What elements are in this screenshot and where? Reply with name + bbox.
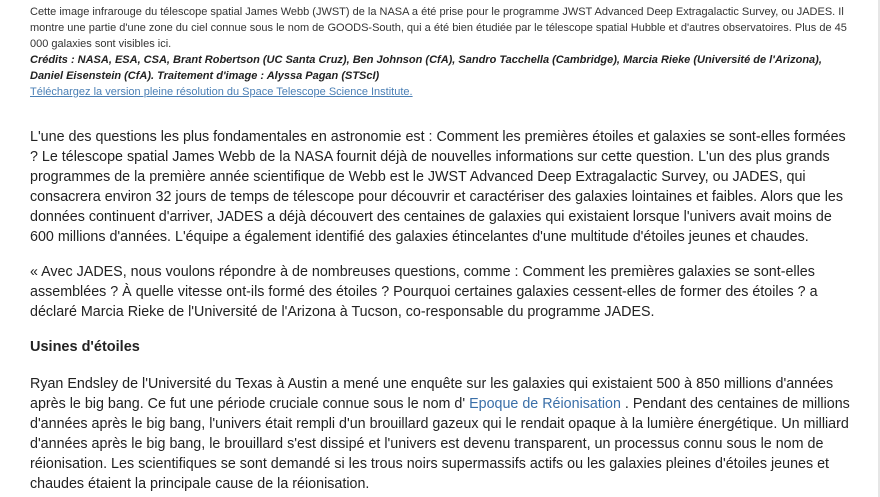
reionization-epoch-link[interactable]: Epoque de Réionisation [469, 396, 621, 412]
caption-credits: Crédits : NASA, ESA, CSA, Brant Robertson (UC Santa Cruz), Ben Johnson (CfA), Sandro Tacchella (Cambridge), Marcia Rieke (Université de l'Arizona), Daniel Eisenstein (CfA). Traitement d'image : Alyssa Pagan (STScI) [30, 54, 822, 82]
caption-text: Cette image infrarouge du télescope spatial James Webb (JWST) de la NASA a été prise pour le programme JWST Advanced Deep Extragalactic Survey, ou JADES. Il montre une partie d'une zone du ciel connue sous le nom de GOODS-South, qui a été bien étudiée par le télescope spatial Hubble et d'autres observatoires. Plus de 45 000 galaxies sont visibles ici. [30, 6, 847, 50]
paragraph-3-text-end: . Pendant des centaines de millions d'années après le big bang, l'univers était rempli d'un brouillard gazeux qui le rendait opaque à la lumière énergétique. Un milliard d'années après le big bang, le brouillard s'est dissipé et l'univers est devenu transparent, un processus connu sous le nom de réionisation. Les scientifiques se sont demandé si les trous noirs supermassifs actifs ou les galaxies pleines d'étoiles jeunes et chaudes étaient la principale cause de la réionisation. [30, 396, 850, 492]
download-full-resolution-link[interactable]: Téléchargez la version pleine résolution du Space Telescope Science Institute. [30, 86, 413, 98]
paragraph-3-text-start: Ryan Endsley de l'Université du Texas à Austin a mené une enquête sur les galaxies qui existaient 500 à 850 millions d'années après le big bang. Ce fut une période cruciale connue sous le nom d' [30, 376, 834, 412]
article-paragraph-2: « Avec JADES, nous voulons répondre à de nombreuses questions, comme : Comment les premières galaxies se sont-elles assemblées ? À quelle vitesse ont-ils formé des étoiles ? Pourquoi certaines galaxies cessent-elles de former des étoiles ? a déclaré Marcia Rieke de l'Université de l'Arizona à Tucson, co-responsable du programme JADES. [30, 264, 818, 320]
image-caption [30, 0, 855, 100]
section-heading: Usines d'étoiles [30, 339, 140, 355]
article-body [30, 127, 850, 494]
article-paragraph-3 [30, 374, 850, 494]
article-paragraph-1: L'une des questions les plus fondamentales en astronomie est : Comment les premières étoiles et galaxies se sont-elles formées ? Le télescope spatial James Webb de la NASA fournit déjà de nouvelles informations sur cette question. L'un des plus grands programmes de la première année scientifique de Webb est le JWST Advanced Deep Extragalactic Survey, ou JADES, qui consacrera environ 32 jours de temps de télescope pour découvrir et caractériser des galaxies lointaines et faibles. Alors que les données continuent d'arriver, JADES a déjà découvert des centaines de galaxies qui existaient lorsque l'univers avait moins de 600 millions d'années. L'équipe a également identifié des galaxies étincelantes d'une multitude d'étoiles jeunes et chaudes. [30, 129, 846, 245]
